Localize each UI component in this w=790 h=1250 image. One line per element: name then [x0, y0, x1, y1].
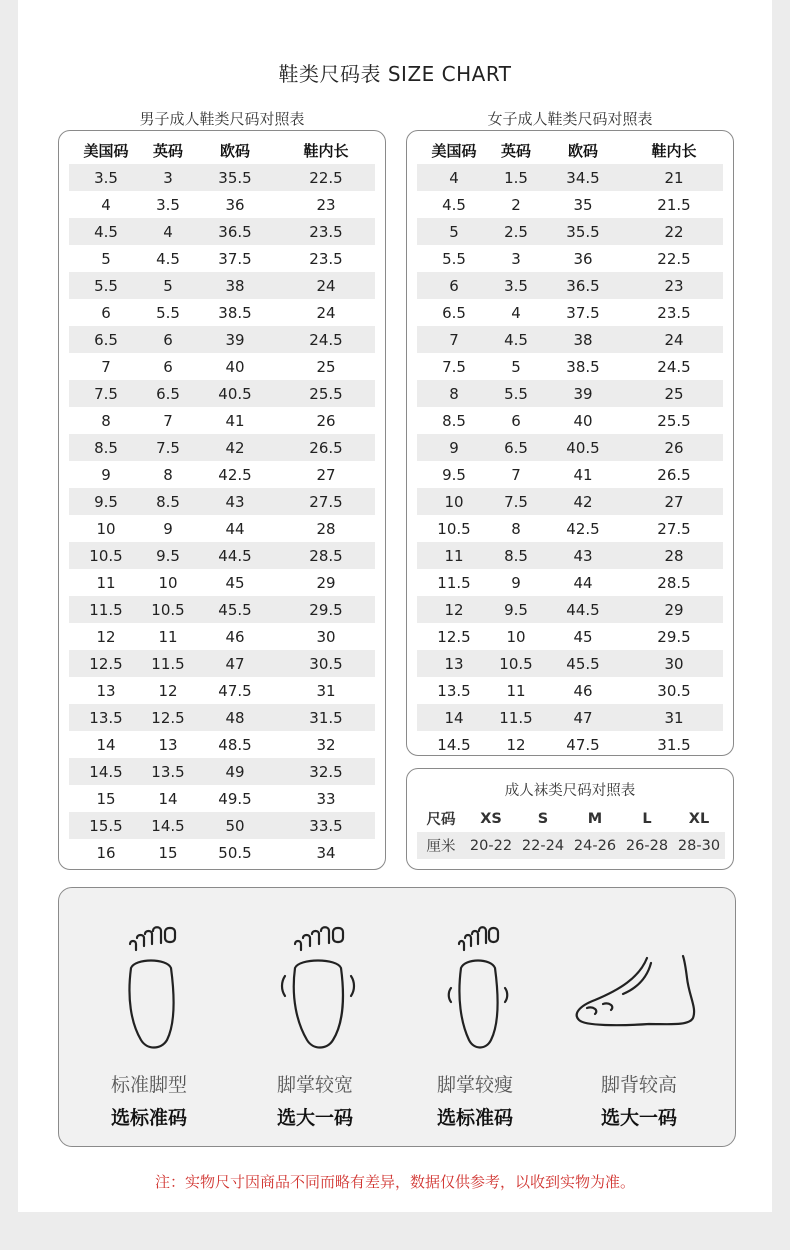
table-cell-length: 31	[316, 681, 336, 700]
men-header-length: 鞋内长	[303, 142, 349, 160]
table-cell-length: 22	[664, 222, 684, 241]
table-cell-uk: 4	[511, 303, 521, 322]
women-table-title: 女子成人鞋类尺码对照表	[487, 110, 653, 128]
table-cell-eu: 48	[225, 708, 245, 727]
table-cell-us: 7	[101, 357, 111, 376]
table-cell-length: 33	[316, 789, 336, 808]
table-cell-eu: 47.5	[218, 681, 252, 700]
table-cell-length: 25.5	[657, 411, 691, 430]
table-cell-us: 9.5	[442, 465, 466, 484]
table-cell-length: 26	[664, 438, 684, 457]
table-cell-us: 4	[449, 168, 459, 187]
table-cell-length: 23.5	[309, 249, 343, 268]
table-cell-length: 24	[316, 303, 336, 322]
table-cell-uk: 6	[511, 411, 521, 430]
table-cell-eu: 48.5	[218, 735, 252, 754]
table-cell-us: 10	[444, 492, 464, 511]
table-row	[417, 272, 723, 299]
table-cell-uk: 10.5	[499, 654, 533, 673]
table-row	[69, 434, 375, 461]
table-cell-eu: 35	[573, 195, 593, 214]
table-cell-uk: 3	[163, 168, 173, 187]
table-cell-us: 14	[444, 708, 464, 727]
table-cell-uk: 12.5	[151, 708, 185, 727]
table-cell-us: 14.5	[89, 762, 123, 781]
table-cell-uk: 9.5	[504, 600, 528, 619]
table-cell-us: 10.5	[89, 546, 123, 565]
table-cell-us: 12.5	[437, 627, 471, 646]
men-header-uk: 英码	[152, 142, 183, 160]
table-cell-length: 27	[316, 465, 336, 484]
table-cell-length: 27.5	[309, 492, 343, 511]
women-header-us: 美国码	[431, 142, 477, 160]
table-cell-uk: 3.5	[504, 276, 528, 295]
table-cell-eu: 44.5	[566, 600, 600, 619]
men-size-table	[58, 130, 386, 870]
table-row	[69, 407, 375, 434]
table-row	[417, 191, 723, 218]
table-cell-length: 21	[664, 168, 684, 187]
table-row	[69, 164, 375, 191]
table-row	[417, 407, 723, 434]
table-cell-length: 24.5	[309, 330, 343, 349]
table-row	[417, 677, 723, 704]
table-row	[417, 353, 723, 380]
table-cell-uk: 10.5	[151, 600, 185, 619]
table-cell-us: 13	[96, 681, 116, 700]
table-cell-eu: 47	[573, 708, 593, 727]
table-cell-length: 29	[664, 600, 684, 619]
table-cell-us: 11.5	[89, 600, 123, 619]
foot-advice-label: 选大一码	[276, 1107, 353, 1129]
table-cell-uk: 7	[511, 465, 521, 484]
table-cell-uk: 6	[163, 330, 173, 349]
men-table-title: 男子成人鞋类尺码对照表	[139, 110, 305, 128]
table-cell-us: 14.5	[437, 735, 471, 754]
table-cell-us: 12	[444, 600, 464, 619]
table-cell-eu: 49.5	[218, 789, 252, 808]
table-cell-uk: 1.5	[504, 168, 528, 187]
table-row	[417, 299, 723, 326]
table-cell-us: 7.5	[442, 357, 466, 376]
table-cell-eu: 42	[225, 438, 245, 457]
table-cell-eu: 40.5	[566, 438, 600, 457]
socks-size-s: S	[537, 810, 549, 827]
table-cell-us: 13	[444, 654, 464, 673]
socks-size-table	[406, 768, 734, 870]
table-cell-uk: 11.5	[499, 708, 533, 727]
table-row	[69, 245, 375, 272]
table-cell-length: 30.5	[657, 681, 691, 700]
table-cell-uk: 5	[511, 357, 521, 376]
table-cell-us: 5.5	[94, 276, 118, 295]
table-cell-length: 30.5	[309, 654, 343, 673]
table-cell-us: 5	[101, 249, 111, 268]
table-cell-length: 23.5	[309, 222, 343, 241]
table-cell-length: 28	[316, 519, 336, 538]
table-cell-length: 31	[664, 708, 684, 727]
table-cell-eu: 40.5	[218, 384, 252, 403]
table-cell-length: 29.5	[309, 600, 343, 619]
table-cell-us: 15	[96, 789, 116, 808]
table-cell-eu: 38.5	[566, 357, 600, 376]
table-cell-uk: 4.5	[156, 249, 180, 268]
table-cell-us: 11	[96, 573, 116, 592]
men-header-row	[69, 137, 375, 164]
table-row	[69, 650, 375, 677]
table-cell-length: 25.5	[309, 384, 343, 403]
table-cell-length: 21.5	[657, 195, 691, 214]
table-cell-uk: 10	[158, 573, 178, 592]
table-cell-us: 11.5	[437, 573, 471, 592]
men-header-eu: 欧码	[219, 142, 250, 160]
table-row	[417, 596, 723, 623]
table-cell-uk: 8	[163, 465, 173, 484]
table-row	[69, 785, 375, 812]
table-cell-uk: 5.5	[504, 384, 528, 403]
standard-foot-icon	[69, 918, 229, 1058]
table-cell-us: 6	[101, 303, 111, 322]
table-cell-us: 12	[96, 627, 116, 646]
table-cell-length: 23.5	[657, 303, 691, 322]
table-cell-uk: 12	[506, 735, 526, 754]
table-row	[417, 164, 723, 191]
table-cell-us: 6	[449, 276, 459, 295]
women-header-eu: 欧码	[567, 142, 598, 160]
table-cell-us: 7	[449, 330, 459, 349]
table-cell-length: 24	[316, 276, 336, 295]
table-row	[69, 191, 375, 218]
table-row	[69, 704, 375, 731]
women-table-body	[417, 137, 723, 758]
table-cell-eu: 45	[573, 627, 593, 646]
table-cell-uk: 7	[163, 411, 173, 430]
table-cell-eu: 41	[225, 411, 245, 430]
socks-cm-xl: 28-30	[677, 837, 721, 854]
table-row	[417, 650, 723, 677]
table-cell-us: 5.5	[442, 249, 466, 268]
table-row	[69, 299, 375, 326]
table-cell-uk: 4	[163, 222, 173, 241]
table-cell-eu: 38	[573, 330, 593, 349]
table-cell-eu: 45.5	[566, 654, 600, 673]
table-cell-length: 33.5	[309, 816, 343, 835]
socks-table-title: 成人袜类尺码对照表	[504, 783, 636, 799]
men-header-us: 美国码	[83, 142, 129, 160]
table-cell-length: 23	[316, 195, 336, 214]
table-cell-us: 12.5	[89, 654, 123, 673]
table-cell-us: 7.5	[94, 384, 118, 403]
table-cell-eu: 42.5	[218, 465, 252, 484]
table-cell-uk: 12	[158, 681, 178, 700]
table-cell-length: 30	[316, 627, 336, 646]
table-cell-uk: 15	[158, 843, 178, 862]
table-cell-eu: 39	[225, 330, 245, 349]
table-cell-length: 24	[664, 330, 684, 349]
table-row	[417, 434, 723, 461]
table-cell-eu: 44	[225, 519, 245, 538]
socks-cm-m: 24-26	[573, 837, 617, 854]
table-cell-uk: 13	[158, 735, 178, 754]
table-cell-uk: 8.5	[156, 492, 180, 511]
table-cell-length: 31.5	[657, 735, 691, 754]
socks-size-m: M	[587, 810, 603, 827]
table-cell-uk: 9	[511, 573, 521, 592]
table-cell-eu: 38.5	[218, 303, 252, 322]
table-cell-us: 3.5	[94, 168, 118, 187]
table-cell-uk: 11.5	[151, 654, 185, 673]
table-cell-eu: 36	[573, 249, 593, 268]
table-cell-uk: 13.5	[151, 762, 185, 781]
table-cell-uk: 6.5	[504, 438, 528, 457]
table-cell-eu: 36.5	[218, 222, 252, 241]
table-row	[417, 515, 723, 542]
table-cell-length: 29	[316, 573, 336, 592]
table-cell-length: 22.5	[309, 168, 343, 187]
table-cell-uk: 5	[163, 276, 173, 295]
narrow-foot-icon	[395, 918, 555, 1058]
socks-cm-label: 厘米	[426, 839, 456, 855]
table-cell-length: 25	[664, 384, 684, 403]
table-row	[69, 488, 375, 515]
table-cell-us: 8	[101, 411, 111, 430]
table-cell-eu: 49	[225, 762, 245, 781]
table-cell-eu: 50.5	[218, 843, 252, 862]
table-cell-length: 27.5	[657, 519, 691, 538]
table-cell-uk: 8.5	[504, 546, 528, 565]
table-cell-length: 26	[316, 411, 336, 430]
table-cell-uk: 11	[158, 627, 178, 646]
table-cell-eu: 36.5	[566, 276, 600, 295]
table-cell-us: 11	[444, 546, 464, 565]
foot-advice-label: 选大一码	[600, 1107, 677, 1129]
table-row	[69, 596, 375, 623]
table-cell-us: 9	[101, 465, 111, 484]
women-header-row	[417, 137, 723, 164]
table-row	[417, 731, 723, 758]
table-cell-length: 29.5	[657, 627, 691, 646]
table-cell-length: 32.5	[309, 762, 343, 781]
socks-cm-xs: 20-22	[469, 837, 513, 854]
table-cell-eu: 46	[573, 681, 593, 700]
wide-foot-icon	[235, 918, 395, 1058]
table-cell-length: 28	[664, 546, 684, 565]
table-cell-us: 9	[449, 438, 459, 457]
table-cell-us: 8.5	[442, 411, 466, 430]
foot-type-label: 脚背较高	[600, 1074, 677, 1096]
table-cell-uk: 4.5	[504, 330, 528, 349]
table-row	[69, 380, 375, 407]
table-cell-length: 32	[316, 735, 336, 754]
socks-cm-s: 22-24	[521, 837, 565, 854]
table-row	[417, 623, 723, 650]
disclaimer-note: 注：实物尺寸因商品不同而略有差异，数据仅供参考，以收到实物为准。	[154, 1173, 635, 1191]
table-row	[69, 812, 375, 839]
women-header-length: 鞋内长	[651, 142, 697, 160]
table-cell-eu: 35.5	[566, 222, 600, 241]
table-cell-eu: 40	[573, 411, 593, 430]
table-cell-length: 26.5	[657, 465, 691, 484]
foot-advice-label: 选标准码	[110, 1107, 187, 1129]
table-cell-us: 10	[96, 519, 116, 538]
table-cell-uk: 2	[511, 195, 521, 214]
table-cell-eu: 37.5	[218, 249, 252, 268]
table-cell-length: 28.5	[657, 573, 691, 592]
table-cell-length: 34	[316, 843, 336, 862]
table-cell-eu: 45.5	[218, 600, 252, 619]
table-cell-us: 13.5	[89, 708, 123, 727]
foot-type-label: 脚掌较宽	[276, 1074, 353, 1096]
table-row	[69, 542, 375, 569]
table-cell-eu: 44.5	[218, 546, 252, 565]
table-cell-eu: 34.5	[566, 168, 600, 187]
table-cell-uk: 7.5	[504, 492, 528, 511]
table-cell-length: 30	[664, 654, 684, 673]
table-cell-us: 10.5	[437, 519, 471, 538]
men-table-body	[69, 137, 375, 866]
table-cell-us: 6.5	[94, 330, 118, 349]
table-cell-eu: 38	[225, 276, 245, 295]
table-cell-us: 9.5	[94, 492, 118, 511]
table-cell-uk: 2.5	[504, 222, 528, 241]
foot-type-label: 脚掌较瘦	[436, 1074, 513, 1096]
bottom-strip	[0, 1212, 790, 1250]
table-cell-uk: 11	[506, 681, 526, 700]
table-row	[69, 731, 375, 758]
table-cell-eu: 44	[573, 573, 593, 592]
table-row	[417, 326, 723, 353]
table-cell-eu: 35.5	[218, 168, 252, 187]
table-cell-uk: 10	[506, 627, 526, 646]
table-row	[417, 218, 723, 245]
table-row	[69, 758, 375, 785]
table-cell-uk: 9.5	[156, 546, 180, 565]
table-cell-eu: 50	[225, 816, 245, 835]
table-row	[69, 218, 375, 245]
table-cell-length: 28.5	[309, 546, 343, 565]
socks-size-xs: XS	[480, 810, 502, 827]
table-row	[417, 245, 723, 272]
table-cell-uk: 14.5	[151, 816, 185, 835]
table-cell-eu: 43	[225, 492, 245, 511]
foot-type-narrow	[395, 888, 555, 1148]
table-cell-uk: 14	[158, 789, 178, 808]
table-row	[69, 326, 375, 353]
foot-type-wide	[235, 888, 395, 1148]
table-cell-uk: 5.5	[156, 303, 180, 322]
foot-shape-guide	[58, 887, 736, 1147]
socks-size-row	[417, 805, 725, 832]
table-cell-length: 22.5	[657, 249, 691, 268]
table-row	[69, 461, 375, 488]
table-row	[69, 839, 375, 866]
foot-advice-label: 选标准码	[436, 1107, 513, 1129]
table-row	[417, 569, 723, 596]
table-cell-us: 15.5	[89, 816, 123, 835]
socks-cm-l: 26-28	[625, 837, 669, 854]
table-cell-us: 14	[96, 735, 116, 754]
socks-size-l: L	[642, 810, 652, 827]
table-cell-eu: 39	[573, 384, 593, 403]
table-cell-uk: 6.5	[156, 384, 180, 403]
table-cell-length: 23	[664, 276, 684, 295]
table-cell-eu: 45	[225, 573, 245, 592]
table-row	[417, 461, 723, 488]
socks-size-label: 尺码	[426, 812, 456, 828]
table-cell-eu: 37.5	[566, 303, 600, 322]
table-cell-length: 31.5	[309, 708, 343, 727]
table-row	[69, 677, 375, 704]
table-cell-eu: 47.5	[566, 735, 600, 754]
table-cell-length: 24.5	[657, 357, 691, 376]
table-cell-us: 4	[101, 195, 111, 214]
table-cell-uk: 8	[511, 519, 521, 538]
table-cell-uk: 9	[163, 519, 173, 538]
table-row	[69, 272, 375, 299]
table-row	[417, 542, 723, 569]
table-row	[417, 380, 723, 407]
table-cell-us: 5	[449, 222, 459, 241]
table-row	[417, 488, 723, 515]
table-cell-eu: 40	[225, 357, 245, 376]
page-title: 鞋类尺码表 SIZE CHART	[278, 62, 512, 86]
women-header-uk: 英码	[500, 142, 531, 160]
table-cell-length: 27	[664, 492, 684, 511]
foot-type-standard	[69, 888, 229, 1148]
table-row	[69, 515, 375, 542]
table-cell-uk: 3.5	[156, 195, 180, 214]
table-cell-us: 13.5	[437, 681, 471, 700]
foot-type-high-instep	[559, 888, 719, 1148]
table-row	[417, 704, 723, 731]
table-cell-eu: 42	[573, 492, 593, 511]
socks-cm-row	[417, 832, 725, 859]
table-cell-uk: 7.5	[156, 438, 180, 457]
table-cell-length: 25	[316, 357, 336, 376]
table-cell-eu: 46	[225, 627, 245, 646]
women-size-table	[406, 130, 734, 756]
table-cell-us: 16	[96, 843, 116, 862]
socks-size-xl: XL	[688, 810, 710, 827]
table-cell-us: 8	[449, 384, 459, 403]
table-row	[69, 353, 375, 380]
table-cell-eu: 47	[225, 654, 245, 673]
table-cell-eu: 41	[573, 465, 593, 484]
table-cell-length: 26.5	[309, 438, 343, 457]
table-cell-eu: 42.5	[566, 519, 600, 538]
high-instep-foot-icon	[559, 918, 719, 1058]
table-row	[69, 569, 375, 596]
table-cell-us: 8.5	[94, 438, 118, 457]
table-cell-uk: 3	[511, 249, 521, 268]
table-cell-eu: 36	[225, 195, 245, 214]
table-cell-eu: 43	[573, 546, 593, 565]
table-cell-us: 4.5	[442, 195, 466, 214]
table-cell-us: 4.5	[94, 222, 118, 241]
table-cell-us: 6.5	[442, 303, 466, 322]
table-cell-uk: 6	[163, 357, 173, 376]
foot-type-label: 标准脚型	[110, 1074, 187, 1096]
table-row	[69, 623, 375, 650]
